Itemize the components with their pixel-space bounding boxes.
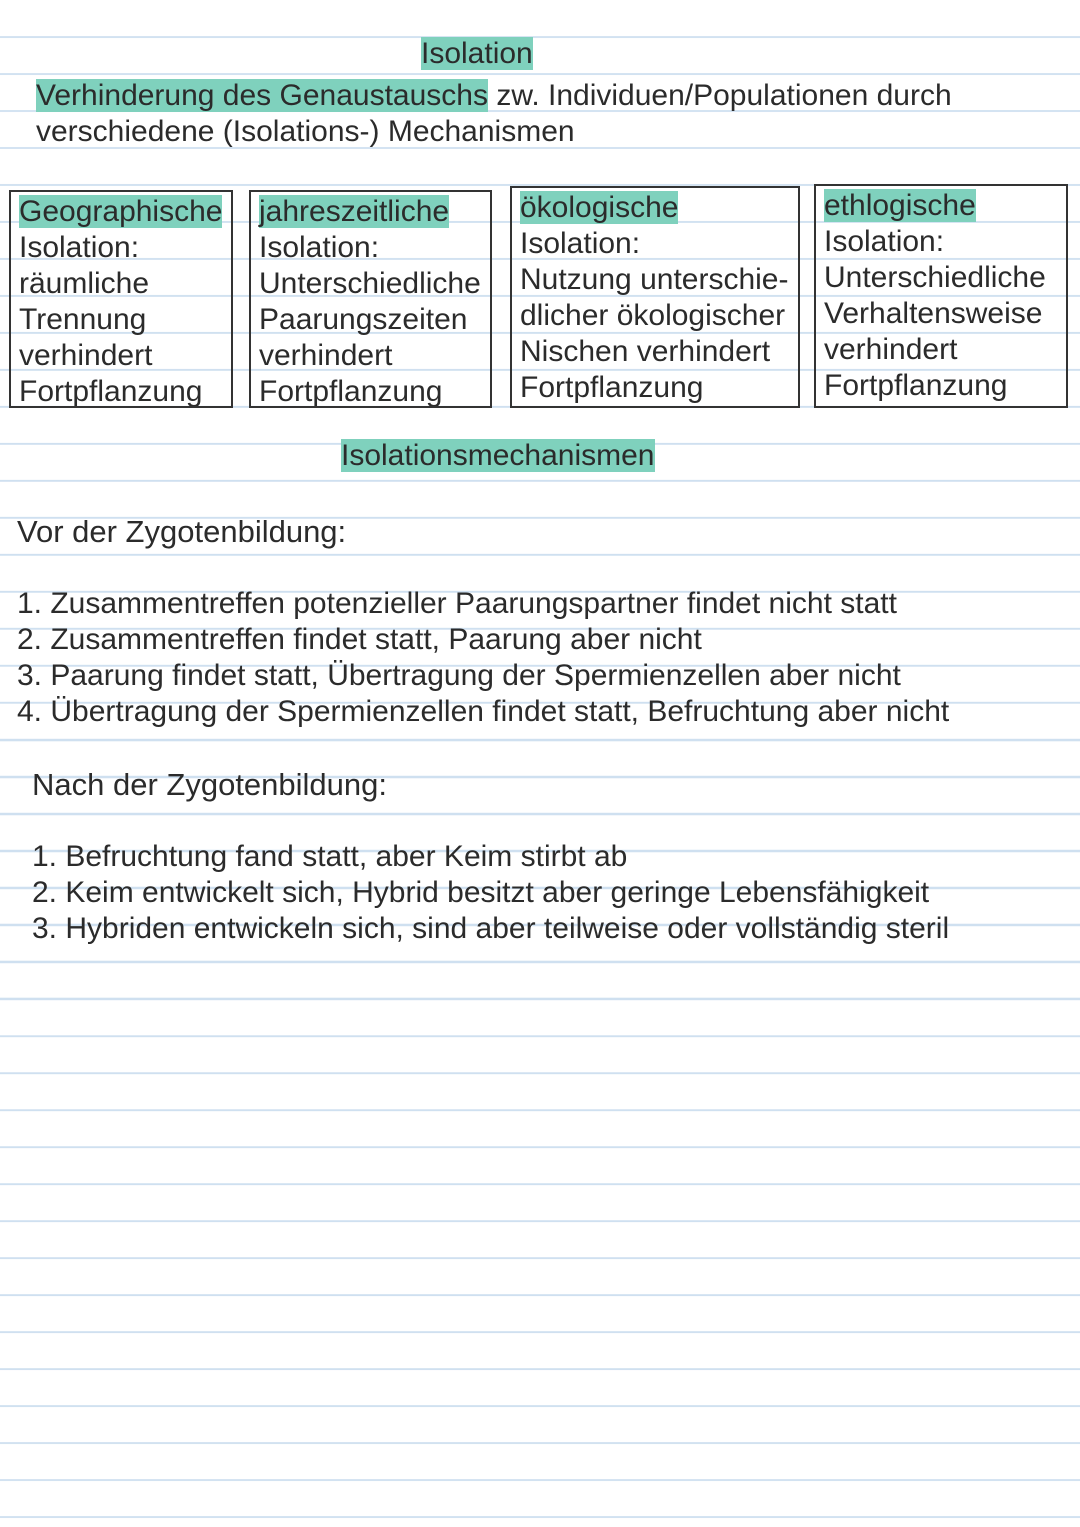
box-heading: ethlogische: [824, 189, 976, 222]
title-highlight: Isolation: [421, 37, 533, 70]
box-line: räumliche: [19, 267, 150, 300]
box-line: verhindert: [259, 339, 393, 372]
prezygotic-list: [17, 586, 949, 730]
list-item: 3. Paarung findet statt, Übertragung der Spermienzellen aber nicht: [17, 659, 901, 692]
page-title: [421, 36, 533, 72]
box-heading: Geographische: [19, 195, 223, 228]
box-heading: ökologische: [520, 191, 679, 224]
list-item: 4. Übertragung der Spermienzellen findet statt, Befruchtung aber nicht: [17, 695, 950, 728]
box-line: Nutzung unterschie-: [520, 263, 789, 296]
box-line: Fortpflanzung: [824, 369, 1008, 402]
box-geographic-isolation: [9, 190, 233, 408]
box-ethological-isolation: [814, 184, 1068, 408]
box-line: Verhaltensweise: [824, 297, 1043, 330]
box-line: Paarungszeiten: [259, 303, 468, 336]
definition-highlight: Verhinderung des Genaustauschs: [36, 79, 488, 112]
subtitle: [341, 438, 655, 474]
box-ecological-isolation: [510, 186, 800, 408]
box-line: Unterschiedliche: [259, 267, 481, 300]
box-line: dlicher ökologischer: [520, 299, 786, 332]
definition-rest: zw. Individuen/Populationen durch: [487, 79, 952, 112]
box-line: Isolation:: [824, 225, 945, 258]
box-line: Nischen verhindert: [520, 335, 771, 368]
postzygotic-heading: Nach der Zygotenbildung:: [32, 767, 388, 802]
definition: [36, 78, 952, 150]
box-heading: jahreszeitliche: [259, 195, 450, 228]
list-item: 1. Zusammentreffen potenzieller Paarungspartner findet nicht statt: [17, 587, 897, 620]
box-line: verhindert: [19, 339, 153, 372]
definition-line-1: [36, 78, 952, 114]
box-line: Isolation:: [19, 231, 140, 264]
postzygotic-list: [32, 839, 949, 947]
subtitle-highlight: Isolationsmechanismen: [341, 439, 655, 472]
list-item: 2. Keim entwickelt sich, Hybrid besitzt aber geringe Lebensfähigkeit: [32, 876, 930, 909]
box-line: verhindert: [824, 333, 958, 366]
box-line: Unterschiedliche: [824, 261, 1046, 294]
box-line: Fortpflanzung: [259, 375, 443, 408]
definition-line-2: verschiedene (Isolations-) Mechanismen: [36, 115, 575, 148]
box-line: Isolation:: [259, 231, 380, 264]
box-line: Fortpflanzung: [19, 375, 203, 408]
prezygotic-heading: Vor der Zygotenbildung:: [17, 514, 347, 549]
box-line: Trennung: [19, 303, 147, 336]
list-item: 1. Befruchtung fand statt, aber Keim stirbt ab: [32, 840, 628, 873]
box-seasonal-isolation: [249, 190, 492, 408]
box-line: Fortpflanzung: [520, 371, 704, 404]
box-line: Isolation:: [520, 227, 641, 260]
list-item: 2. Zusammentreffen findet statt, Paarung aber nicht: [17, 623, 702, 656]
list-item: 3. Hybriden entwickeln sich, sind aber teilweise oder vollständig steril: [32, 912, 950, 945]
